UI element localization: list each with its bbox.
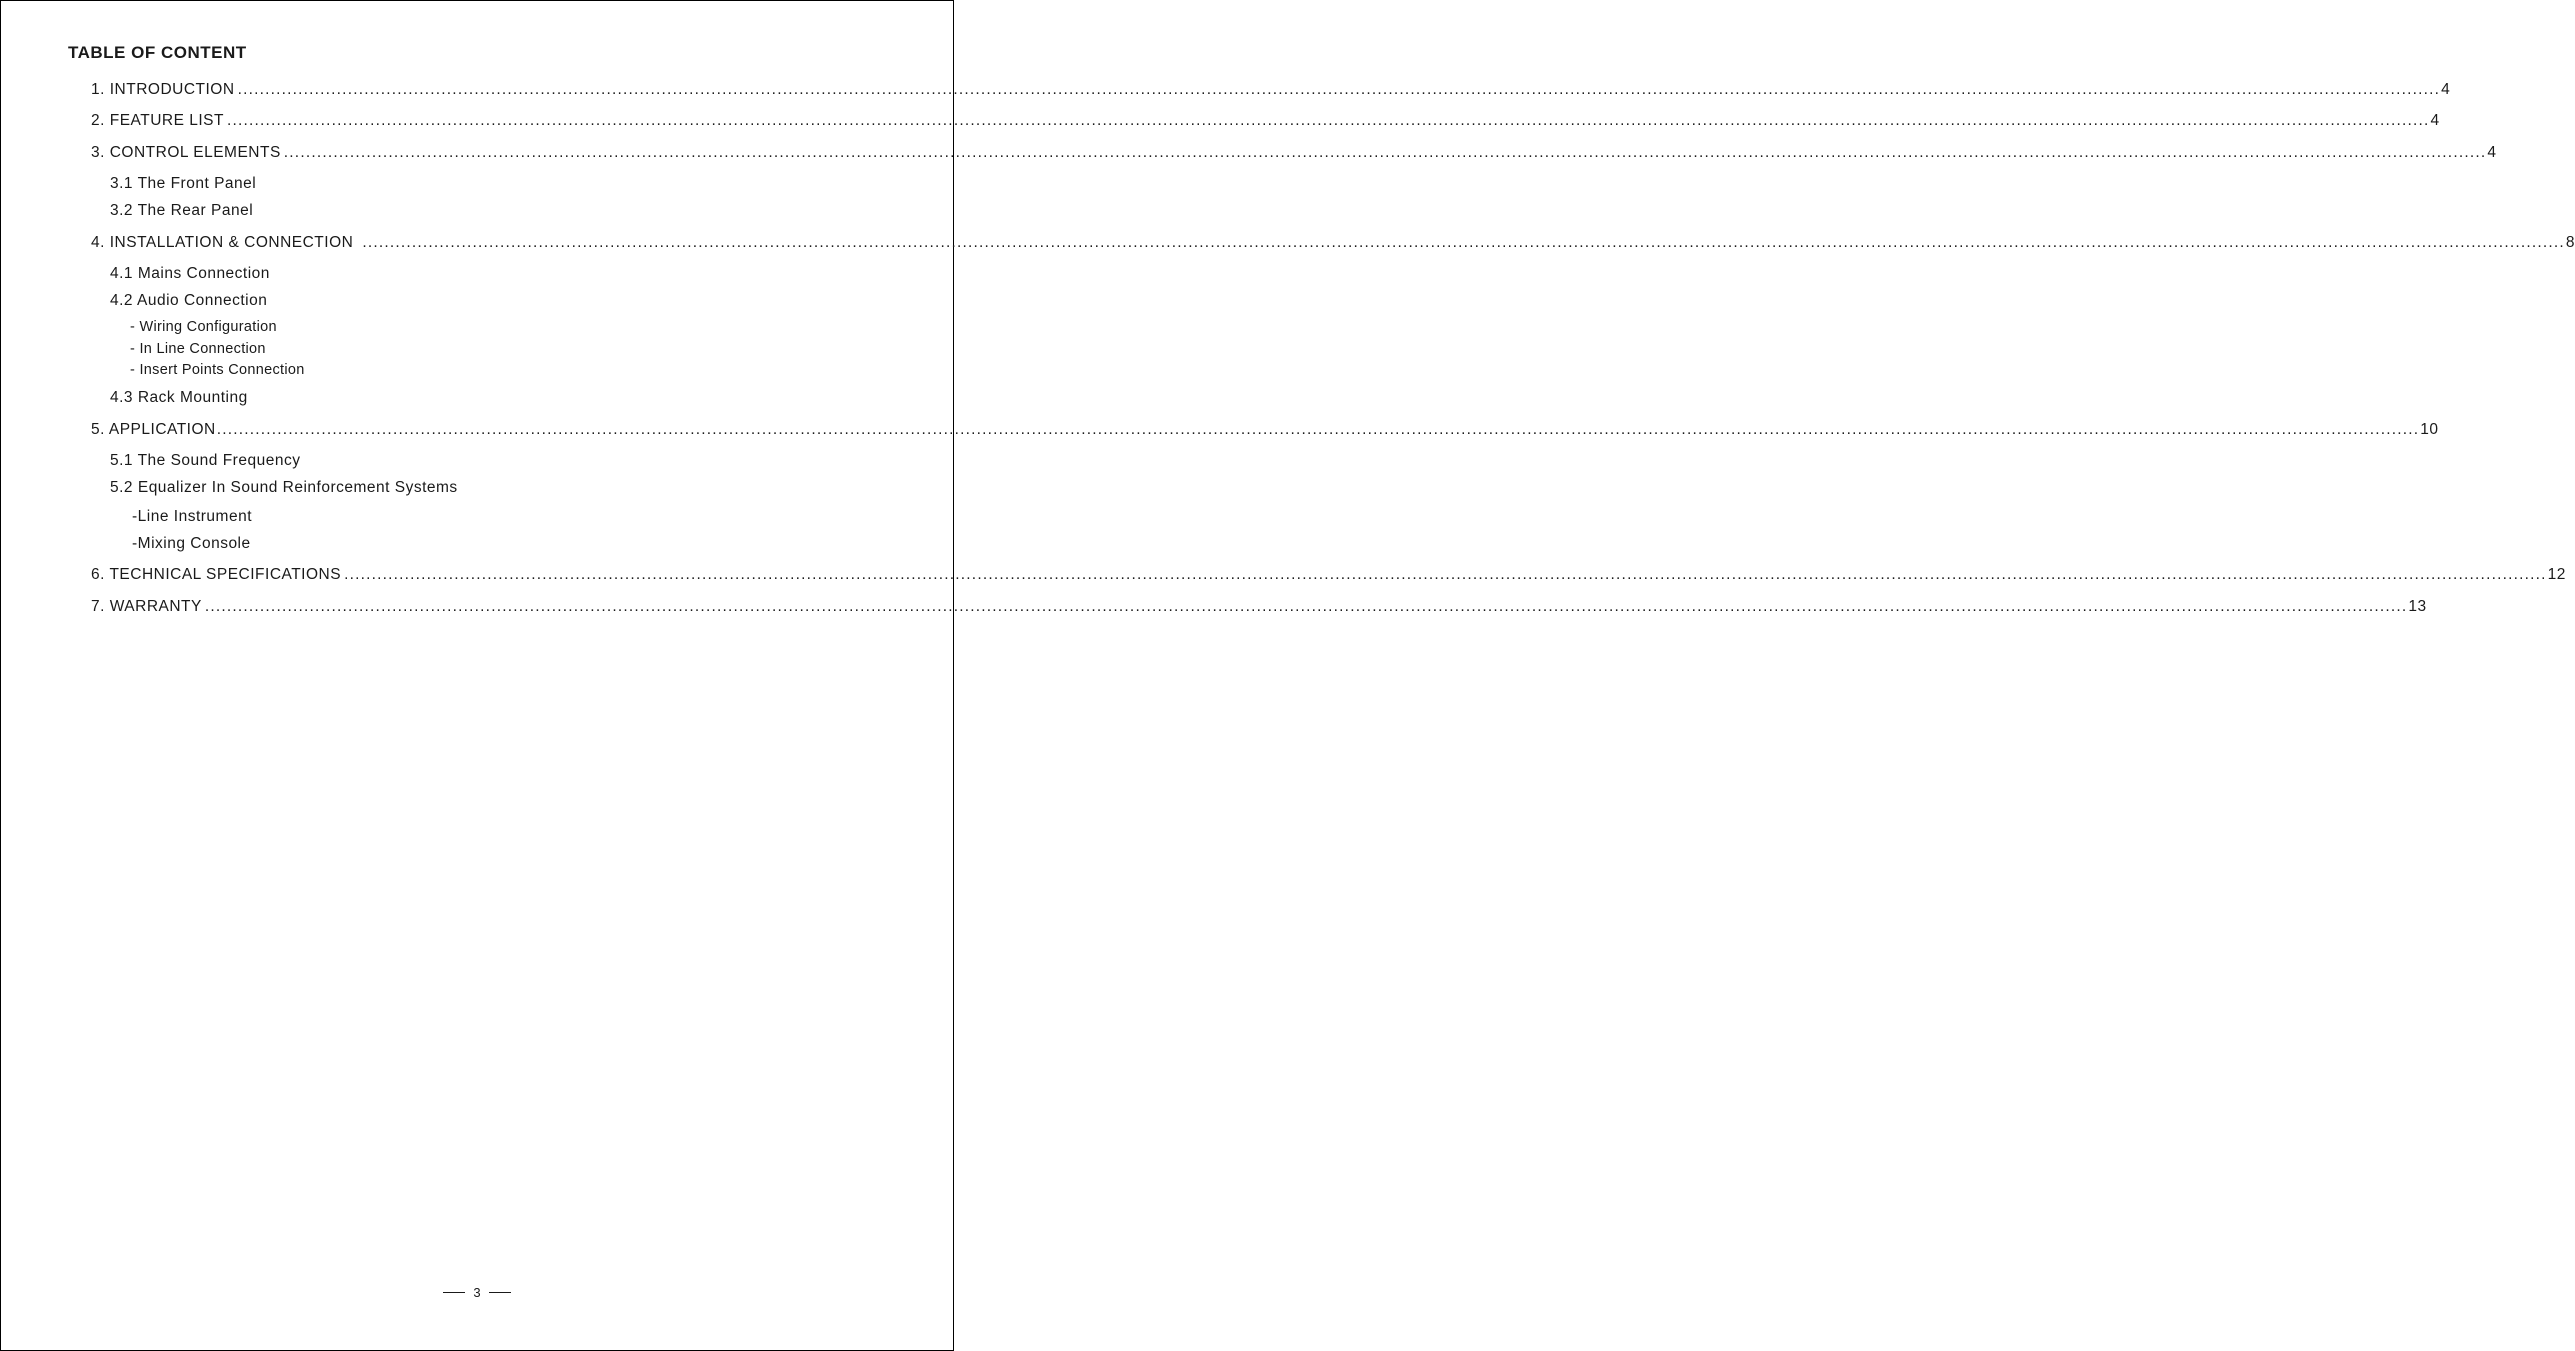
toc-subsub-in-line-connection[interactable]: - In Line Connection [130, 341, 266, 357]
footer-rule-right [489, 1292, 511, 1293]
toc-subsub-mixing-console[interactable]: -Mixing Console [132, 535, 251, 552]
toc-entry-control-elements[interactable] [91, 144, 2497, 162]
toc-leader-dots: ................................................................................................................................................................................................................................................................................................................................................................................................................ [362, 234, 2565, 251]
toc-entry-technical-specifications[interactable] [91, 566, 2566, 584]
toc-entry-page: 12 [2547, 566, 2566, 583]
toc-leader-dots: ................................................................................................................................................................................................................................................................................................................................................................................................................ [344, 566, 2547, 583]
footer-rule-left [443, 1292, 465, 1293]
toc-entry-page: 8 [2565, 234, 2575, 251]
toc-sub-rack-mounting[interactable]: 4.3 Rack Mounting [110, 389, 248, 406]
toc-entry-page: 4 [2487, 144, 2497, 161]
toc-leader-dots: ................................................................................................................................................................................................................................................................................................................................................................................................................ [237, 81, 2441, 98]
toc-entry-label: 6. TECHNICAL SPECIFICATIONS [91, 566, 342, 583]
toc-entry-page: 4 [2441, 81, 2451, 98]
toc-sub-equalizer[interactable]: 5.2 Equalizer In Sound Reinforcement Systems [110, 479, 458, 496]
toc-entry-label: 4. INSTALLATION & CONNECTION [91, 234, 354, 251]
toc-entry-label: 2. FEATURE LIST [91, 112, 224, 129]
toc-entry-feature-list[interactable] [91, 112, 2440, 130]
toc-leader-dots: ................................................................................................................................................................................................................................................................................................................................................................................................................ [216, 421, 2420, 438]
toc-entry-page: 4 [2430, 112, 2440, 129]
toc-entry-installation[interactable] [91, 234, 2575, 252]
toc-title: TABLE OF CONTENT [68, 43, 247, 62]
toc-leader-dots: ................................................................................................................................................................................................................................................................................................................................................................................................................ [226, 112, 2430, 129]
page-footer [1, 1285, 953, 1300]
toc-leader-dots: ................................................................................................................................................................................................................................................................................................................................................................................................................ [204, 598, 2408, 615]
toc-entry-warranty[interactable] [91, 598, 2427, 616]
toc-leader-dots: ................................................................................................................................................................................................................................................................................................................................................................................................................ [283, 144, 2487, 161]
toc-sub-mains-connection[interactable]: 4.1 Mains Connection [110, 265, 270, 282]
toc-sub-sound-frequency[interactable]: 5.1 The Sound Frequency [110, 452, 301, 469]
toc-entry-label: 3. CONTROL ELEMENTS [91, 144, 281, 161]
toc-subsub-line-instrument[interactable]: -Line Instrument [132, 508, 252, 525]
toc-entry-label: 7. WARRANTY [91, 598, 202, 615]
toc-entry-label: 1. INTRODUCTION [91, 81, 235, 98]
page-number: 3 [473, 1285, 481, 1300]
toc-entry-page: 13 [2408, 598, 2427, 615]
toc-sub-rear-panel[interactable]: 3.2 The Rear Panel [110, 202, 254, 219]
toc-entry-page: 10 [2420, 421, 2439, 438]
toc-sub-audio-connection[interactable]: 4.2 Audio Connection [110, 292, 268, 309]
toc-entry-introduction[interactable] [91, 81, 2451, 99]
toc-subsub-insert-points[interactable]: - Insert Points Connection [130, 362, 305, 378]
toc-entry-label: 5. APPLICATION [91, 421, 216, 438]
toc-entry-application[interactable] [91, 421, 2439, 439]
toc-sub-front-panel[interactable]: 3.1 The Front Panel [110, 175, 257, 192]
toc-subsub-wiring-configuration[interactable]: - Wiring Configuration [130, 319, 277, 335]
